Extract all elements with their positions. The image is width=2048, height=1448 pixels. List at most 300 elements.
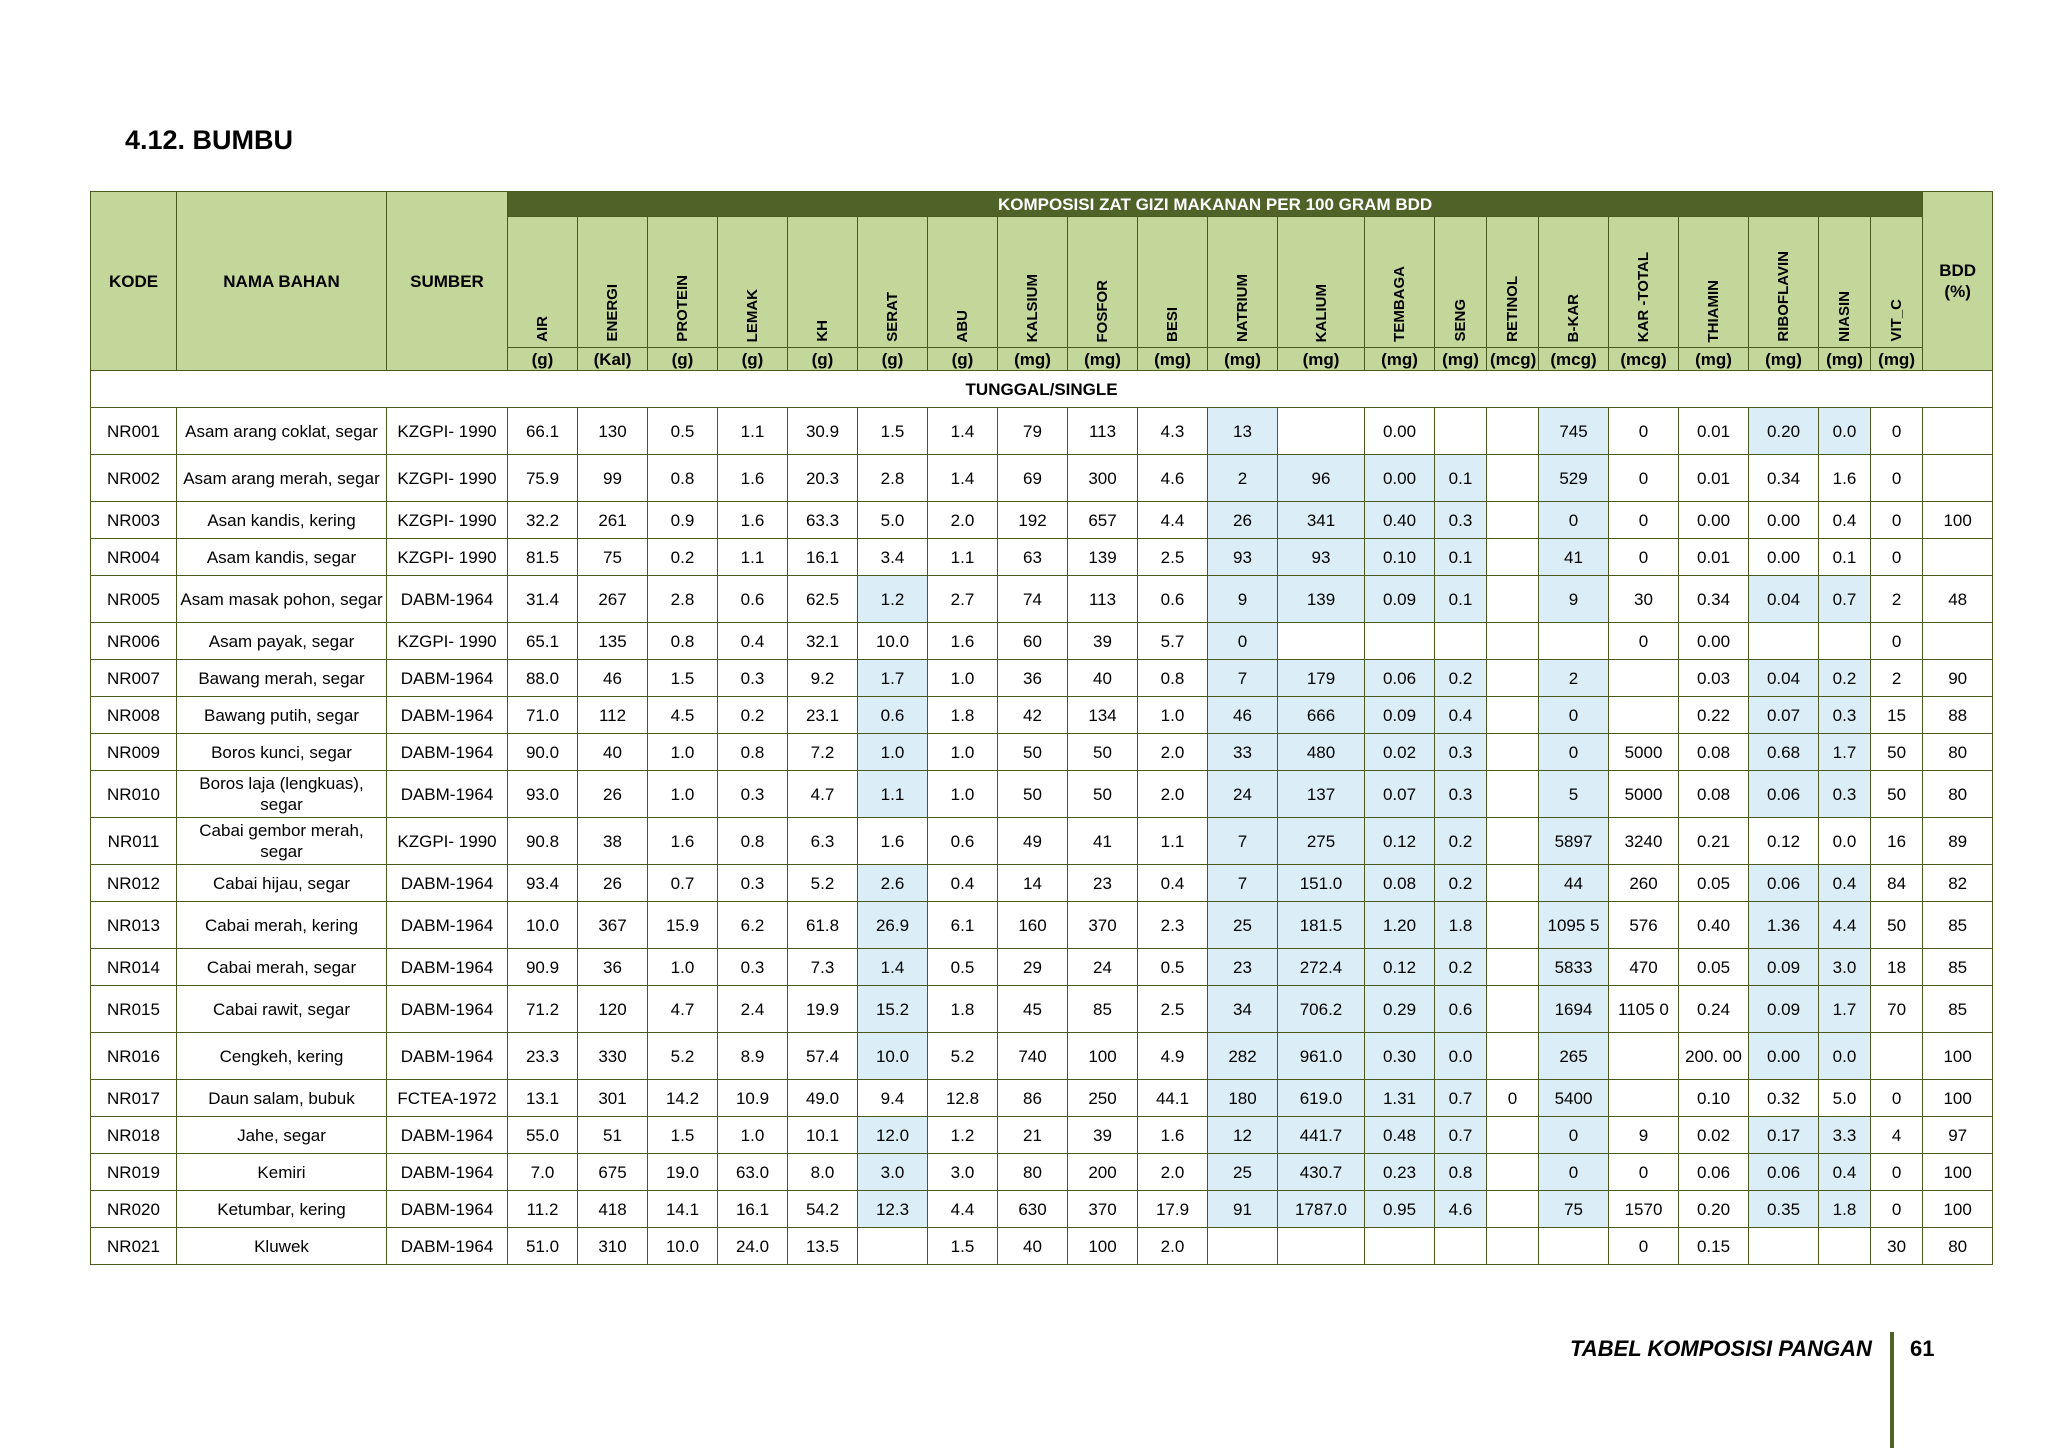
value-cell: 93 <box>1278 539 1365 576</box>
value-cell: 1.4 <box>858 949 928 986</box>
value-cell: 112 <box>578 697 648 734</box>
value-cell: 0.7 <box>648 865 718 902</box>
value-cell: 4 <box>1871 1117 1923 1154</box>
value-cell: 5000 <box>1609 771 1679 818</box>
bdd-cell: 100 <box>1923 1080 1993 1117</box>
value-cell: 666 <box>1278 697 1365 734</box>
value-cell: 0.12 <box>1365 949 1435 986</box>
value-cell: 1.1 <box>718 539 788 576</box>
sumber-cell: KZGPI- 1990 <box>387 539 508 576</box>
value-cell: 1.7 <box>858 660 928 697</box>
value-cell: 31.4 <box>508 576 578 623</box>
value-cell: 63.0 <box>718 1154 788 1191</box>
value-cell: 75 <box>1539 1191 1609 1228</box>
sumber-cell: DABM-1964 <box>387 771 508 818</box>
value-cell <box>1487 949 1539 986</box>
unit-label: (mg) <box>998 348 1068 371</box>
value-cell: 160 <box>998 902 1068 949</box>
nama-bahan-cell: Daun salam, bubuk <box>177 1080 387 1117</box>
header-riboflavin: RIBOFLAVIN <box>1749 217 1819 348</box>
sumber-cell: DABM-1964 <box>387 1117 508 1154</box>
table-row <box>91 623 1993 660</box>
value-cell: 0.01 <box>1679 408 1749 455</box>
bdd-cell: 80 <box>1923 734 1993 771</box>
value-cell: 192 <box>998 502 1068 539</box>
unit-label: (mcg) <box>1487 348 1539 371</box>
value-cell: 26 <box>578 771 648 818</box>
value-cell: 0.01 <box>1679 539 1749 576</box>
value-cell: 29 <box>998 949 1068 986</box>
value-cell: 71.0 <box>508 697 578 734</box>
value-cell: 0 <box>1539 1117 1609 1154</box>
value-cell <box>1487 1191 1539 1228</box>
value-cell: 0.29 <box>1365 986 1435 1033</box>
value-cell <box>1487 1033 1539 1080</box>
value-cell: 1.2 <box>928 1117 998 1154</box>
value-cell: 93.0 <box>508 771 578 818</box>
unit-label: (g) <box>508 348 578 371</box>
value-cell: 1.0 <box>648 771 718 818</box>
kode-cell: NR018 <box>91 1117 177 1154</box>
value-cell: 0.4 <box>718 623 788 660</box>
value-cell: 0.04 <box>1749 576 1819 623</box>
value-cell: 0.1 <box>1435 455 1487 502</box>
value-cell <box>1539 623 1609 660</box>
value-cell: 0.8 <box>648 455 718 502</box>
table-row <box>91 771 1993 818</box>
value-cell: 250 <box>1068 1080 1138 1117</box>
value-cell: 7.0 <box>508 1154 578 1191</box>
table-row <box>91 818 1993 865</box>
value-cell: 50 <box>1871 734 1923 771</box>
value-cell: 0.02 <box>1365 734 1435 771</box>
value-cell: 5.2 <box>648 1033 718 1080</box>
value-cell: 38 <box>578 818 648 865</box>
value-cell: 0 <box>1871 502 1923 539</box>
value-cell: 5.7 <box>1138 623 1208 660</box>
value-cell: 0.00 <box>1749 502 1819 539</box>
value-cell: 0.00 <box>1679 623 1749 660</box>
value-cell: 430.7 <box>1278 1154 1365 1191</box>
value-cell: 675 <box>578 1154 648 1191</box>
value-cell: 66.1 <box>508 408 578 455</box>
value-cell: 1.0 <box>858 734 928 771</box>
value-cell: 6.2 <box>718 902 788 949</box>
value-cell: 63 <box>998 539 1068 576</box>
value-cell: 180 <box>1208 1080 1278 1117</box>
value-cell: 0.6 <box>718 576 788 623</box>
value-cell: 18 <box>1871 949 1923 986</box>
value-cell: 310 <box>578 1228 648 1265</box>
value-cell: 13 <box>1208 408 1278 455</box>
bdd-cell <box>1923 623 1993 660</box>
value-cell: 1.0 <box>928 734 998 771</box>
sumber-cell: DABM-1964 <box>387 697 508 734</box>
value-cell: 265 <box>1539 1033 1609 1080</box>
value-cell: 0.9 <box>648 502 718 539</box>
value-cell: 30.9 <box>788 408 858 455</box>
value-cell: 62.5 <box>788 576 858 623</box>
value-cell: 961.0 <box>1278 1033 1365 1080</box>
value-cell: 0.07 <box>1749 697 1819 734</box>
value-cell: 11.2 <box>508 1191 578 1228</box>
value-cell: 50 <box>998 734 1068 771</box>
value-cell: 0.30 <box>1365 1033 1435 1080</box>
sumber-cell: FCTEA-1972 <box>387 1080 508 1117</box>
value-cell: 39 <box>1068 1117 1138 1154</box>
value-cell <box>1487 818 1539 865</box>
value-cell <box>1487 902 1539 949</box>
bdd-cell: 80 <box>1923 1228 1993 1265</box>
value-cell: 0.8 <box>1138 660 1208 697</box>
value-cell: 0.3 <box>718 660 788 697</box>
value-cell: 0.06 <box>1749 865 1819 902</box>
value-cell: 0.24 <box>1679 986 1749 1033</box>
value-cell: 32.2 <box>508 502 578 539</box>
value-cell: 1.6 <box>858 818 928 865</box>
kode-cell: NR005 <box>91 576 177 623</box>
header-retinol: RETINOL <box>1487 217 1539 348</box>
value-cell: 200 <box>1068 1154 1138 1191</box>
value-cell: 0 <box>1539 734 1609 771</box>
value-cell: 0 <box>1208 623 1278 660</box>
value-cell: 10.0 <box>858 1033 928 1080</box>
value-cell: 1.0 <box>928 660 998 697</box>
value-cell: 75 <box>578 539 648 576</box>
header-kalsium: KALSIUM <box>998 217 1068 348</box>
unit-label: (g) <box>858 348 928 371</box>
value-cell: 4.3 <box>1138 408 1208 455</box>
bdd-cell: 85 <box>1923 986 1993 1033</box>
value-cell: 0.08 <box>1679 734 1749 771</box>
value-cell: 75.9 <box>508 455 578 502</box>
value-cell: 282 <box>1208 1033 1278 1080</box>
value-cell: 0.06 <box>1749 771 1819 818</box>
value-cell: 0.6 <box>1435 986 1487 1033</box>
sumber-cell: KZGPI- 1990 <box>387 502 508 539</box>
value-cell: 0.5 <box>648 408 718 455</box>
value-cell: 0.8 <box>718 734 788 771</box>
value-cell: 1787.0 <box>1278 1191 1365 1228</box>
value-cell: 200. 00 <box>1679 1033 1749 1080</box>
value-cell: 9.4 <box>858 1080 928 1117</box>
header-kh: KH <box>788 217 858 348</box>
value-cell: 0.3 <box>1435 734 1487 771</box>
unit-label: (g) <box>928 348 998 371</box>
kode-cell: NR015 <box>91 986 177 1033</box>
value-cell: 0.4 <box>928 865 998 902</box>
value-cell: 90.9 <box>508 949 578 986</box>
value-cell: 7 <box>1208 865 1278 902</box>
value-cell: 1.6 <box>1138 1117 1208 1154</box>
header-kar-total: KAR -TOTAL <box>1609 217 1679 348</box>
value-cell: 1.5 <box>928 1228 998 1265</box>
value-cell: 15 <box>1871 697 1923 734</box>
value-cell: 1.5 <box>858 408 928 455</box>
value-cell: 30 <box>1871 1228 1923 1265</box>
value-cell: 134 <box>1068 697 1138 734</box>
value-cell: 74 <box>998 576 1068 623</box>
value-cell <box>1487 865 1539 902</box>
value-cell: 0.4 <box>1435 697 1487 734</box>
value-cell: 7.2 <box>788 734 858 771</box>
sumber-cell: KZGPI- 1990 <box>387 623 508 660</box>
value-cell: 33 <box>1208 734 1278 771</box>
value-cell: 88.0 <box>508 660 578 697</box>
value-cell: 13.5 <box>788 1228 858 1265</box>
value-cell: 57.4 <box>788 1033 858 1080</box>
value-cell: 4.7 <box>788 771 858 818</box>
value-cell: 2.4 <box>718 986 788 1033</box>
footer-title: TABEL KOMPOSISI PANGAN <box>1570 1336 1872 1361</box>
header-lemak: LEMAK <box>718 217 788 348</box>
value-cell: 26 <box>1208 502 1278 539</box>
value-cell: 46 <box>578 660 648 697</box>
value-cell: 0.09 <box>1749 949 1819 986</box>
value-cell: 2.0 <box>1138 1154 1208 1191</box>
unit-label: (g) <box>648 348 718 371</box>
value-cell: 0.0 <box>1819 1033 1871 1080</box>
value-cell: 4.5 <box>648 697 718 734</box>
value-cell: 0 <box>1871 623 1923 660</box>
value-cell: 40 <box>578 734 648 771</box>
value-cell: 0.6 <box>928 818 998 865</box>
value-cell: 0.3 <box>718 771 788 818</box>
unit-label: (mg) <box>1819 348 1871 371</box>
value-cell: 0.35 <box>1749 1191 1819 1228</box>
value-cell: 12.0 <box>858 1117 928 1154</box>
value-cell: 26.9 <box>858 902 928 949</box>
kode-cell: NR001 <box>91 408 177 455</box>
value-cell: 137 <box>1278 771 1365 818</box>
value-cell <box>1487 1117 1539 1154</box>
value-cell: 24.0 <box>718 1228 788 1265</box>
value-cell: 272.4 <box>1278 949 1365 986</box>
value-cell: 151.0 <box>1278 865 1365 902</box>
sumber-cell: DABM-1964 <box>387 1154 508 1191</box>
value-cell <box>1278 623 1365 660</box>
value-cell: 10.0 <box>508 902 578 949</box>
value-cell: 50 <box>1871 771 1923 818</box>
kode-cell: NR016 <box>91 1033 177 1080</box>
header-energi: ENERGI <box>578 217 648 348</box>
value-cell: 1.20 <box>1365 902 1435 949</box>
value-cell <box>1609 697 1679 734</box>
value-cell: 42 <box>998 697 1068 734</box>
bdd-cell: 100 <box>1923 1191 1993 1228</box>
value-cell: 4.4 <box>1138 502 1208 539</box>
unit-label: (mg) <box>1208 348 1278 371</box>
value-cell: 0.95 <box>1365 1191 1435 1228</box>
value-cell: 80 <box>998 1154 1068 1191</box>
value-cell: 4.9 <box>1138 1033 1208 1080</box>
value-cell: 0.12 <box>1365 818 1435 865</box>
unit-label: (mg) <box>1435 348 1487 371</box>
value-cell: 23 <box>1208 949 1278 986</box>
value-cell: 0.20 <box>1749 408 1819 455</box>
value-cell: 0.4 <box>1819 1154 1871 1191</box>
value-cell: 370 <box>1068 902 1138 949</box>
nama-bahan-cell: Cabai hijau, segar <box>177 865 387 902</box>
value-cell: 0.0 <box>1435 1033 1487 1080</box>
value-cell: 2.7 <box>928 576 998 623</box>
value-cell: 23.3 <box>508 1033 578 1080</box>
value-cell: 1.0 <box>928 771 998 818</box>
value-cell: 100 <box>1068 1228 1138 1265</box>
kode-cell: NR019 <box>91 1154 177 1191</box>
value-cell <box>1435 1228 1487 1265</box>
value-cell: 576 <box>1609 902 1679 949</box>
value-cell: 1.5 <box>648 1117 718 1154</box>
value-cell: 2 <box>1871 576 1923 623</box>
value-cell: 8.9 <box>718 1033 788 1080</box>
nama-bahan-cell: Asan kandis, kering <box>177 502 387 539</box>
value-cell: 745 <box>1539 408 1609 455</box>
unit-label: (mcg) <box>1539 348 1609 371</box>
value-cell: 7 <box>1208 660 1278 697</box>
value-cell: 4.4 <box>928 1191 998 1228</box>
value-cell: 6.1 <box>928 902 998 949</box>
value-cell: 50 <box>1068 771 1138 818</box>
value-cell: 1.6 <box>928 623 998 660</box>
value-cell: 23.1 <box>788 697 858 734</box>
header-kode: KODE <box>91 192 177 371</box>
value-cell: 81.5 <box>508 539 578 576</box>
nama-bahan-cell: Asam arang coklat, segar <box>177 408 387 455</box>
value-cell: 2.0 <box>1138 734 1208 771</box>
value-cell: 9 <box>1208 576 1278 623</box>
value-cell: 1.1 <box>718 408 788 455</box>
value-cell: 0.06 <box>1749 1154 1819 1191</box>
value-cell: 40 <box>1068 660 1138 697</box>
value-cell: 139 <box>1278 576 1365 623</box>
header-bdd: BDD (%) <box>1923 192 1993 371</box>
value-cell <box>1487 986 1539 1033</box>
value-cell: 40 <box>998 1228 1068 1265</box>
value-cell <box>1487 660 1539 697</box>
value-cell: 0.2 <box>1435 660 1487 697</box>
bdd-cell: 100 <box>1923 1033 1993 1080</box>
table-row <box>91 986 1993 1033</box>
value-cell: 0.8 <box>718 818 788 865</box>
value-cell: 0.4 <box>1138 865 1208 902</box>
value-cell: 44.1 <box>1138 1080 1208 1117</box>
value-cell: 17.9 <box>1138 1191 1208 1228</box>
header-thiamin: THIAMIN <box>1679 217 1749 348</box>
table-row <box>91 865 1993 902</box>
table-row <box>91 949 1993 986</box>
unit-label: (g) <box>718 348 788 371</box>
bdd-cell: 89 <box>1923 818 1993 865</box>
value-cell: 0.2 <box>1435 865 1487 902</box>
value-cell: 300 <box>1068 455 1138 502</box>
value-cell: 69 <box>998 455 1068 502</box>
value-cell <box>858 1228 928 1265</box>
value-cell: 0.3 <box>1819 771 1871 818</box>
value-cell: 2 <box>1539 660 1609 697</box>
value-cell: 90.8 <box>508 818 578 865</box>
nama-bahan-cell: Bawang merah, segar <box>177 660 387 697</box>
table-row <box>91 1080 1993 1117</box>
value-cell: 9 <box>1609 1117 1679 1154</box>
kode-cell: NR020 <box>91 1191 177 1228</box>
value-cell: 1.6 <box>718 455 788 502</box>
table-row <box>91 455 1993 502</box>
bdd-cell: 85 <box>1923 902 1993 949</box>
value-cell: 370 <box>1068 1191 1138 1228</box>
value-cell: 4.6 <box>1138 455 1208 502</box>
value-cell: 44 <box>1539 865 1609 902</box>
value-cell: 3.3 <box>1819 1117 1871 1154</box>
value-cell: 0.68 <box>1749 734 1819 771</box>
value-cell: 0.40 <box>1679 902 1749 949</box>
value-cell: 100 <box>1068 1033 1138 1080</box>
kode-cell: NR004 <box>91 539 177 576</box>
value-cell: 0 <box>1871 1154 1923 1191</box>
kode-cell: NR008 <box>91 697 177 734</box>
value-cell: 0 <box>1609 455 1679 502</box>
value-cell <box>1435 408 1487 455</box>
value-cell: 301 <box>578 1080 648 1117</box>
value-cell: 181.5 <box>1278 902 1365 949</box>
value-cell: 49.0 <box>788 1080 858 1117</box>
value-cell: 0.3 <box>1435 771 1487 818</box>
value-cell: 0.2 <box>718 697 788 734</box>
value-cell <box>1487 771 1539 818</box>
header-natrium: NATRIUM <box>1208 217 1278 348</box>
value-cell: 1.6 <box>648 818 718 865</box>
value-cell: 5897 <box>1539 818 1609 865</box>
bdd-cell: 100 <box>1923 1154 1993 1191</box>
value-cell: 50 <box>1871 902 1923 949</box>
value-cell: 25 <box>1208 902 1278 949</box>
value-cell: 0.5 <box>928 949 998 986</box>
value-cell: 85 <box>1068 986 1138 1033</box>
value-cell: 0 <box>1609 623 1679 660</box>
value-cell: 5.2 <box>788 865 858 902</box>
value-cell: 1095 5 <box>1539 902 1609 949</box>
value-cell: 0.00 <box>1365 408 1435 455</box>
value-cell: 0.21 <box>1679 818 1749 865</box>
value-cell: 0 <box>1871 1191 1923 1228</box>
value-cell: 0 <box>1539 697 1609 734</box>
value-cell <box>1487 697 1539 734</box>
value-cell: 0.4 <box>1819 502 1871 539</box>
value-cell: 0.23 <box>1365 1154 1435 1191</box>
value-cell: 139 <box>1068 539 1138 576</box>
value-cell: 49 <box>998 818 1068 865</box>
value-cell: 5400 <box>1539 1080 1609 1117</box>
value-cell: 0.2 <box>1819 660 1871 697</box>
value-cell: 16.1 <box>718 1191 788 1228</box>
value-cell: 12 <box>1208 1117 1278 1154</box>
nama-bahan-cell: Cabai rawit, segar <box>177 986 387 1033</box>
nama-bahan-cell: Asam arang merah, segar <box>177 455 387 502</box>
sumber-cell: DABM-1964 <box>387 1033 508 1080</box>
value-cell: 0.05 <box>1679 865 1749 902</box>
category-row <box>91 371 1993 408</box>
nama-bahan-cell: Cabai gembor merah, segar <box>177 818 387 865</box>
value-cell: 0.1 <box>1819 539 1871 576</box>
value-cell: 418 <box>578 1191 648 1228</box>
unit-label: (mg) <box>1365 348 1435 371</box>
value-cell <box>1819 1228 1871 1265</box>
value-cell: 1.31 <box>1365 1080 1435 1117</box>
value-cell: 0.5 <box>1138 949 1208 986</box>
value-cell: 1.6 <box>1819 455 1871 502</box>
value-cell: 50 <box>998 771 1068 818</box>
value-cell: 2.8 <box>858 455 928 502</box>
